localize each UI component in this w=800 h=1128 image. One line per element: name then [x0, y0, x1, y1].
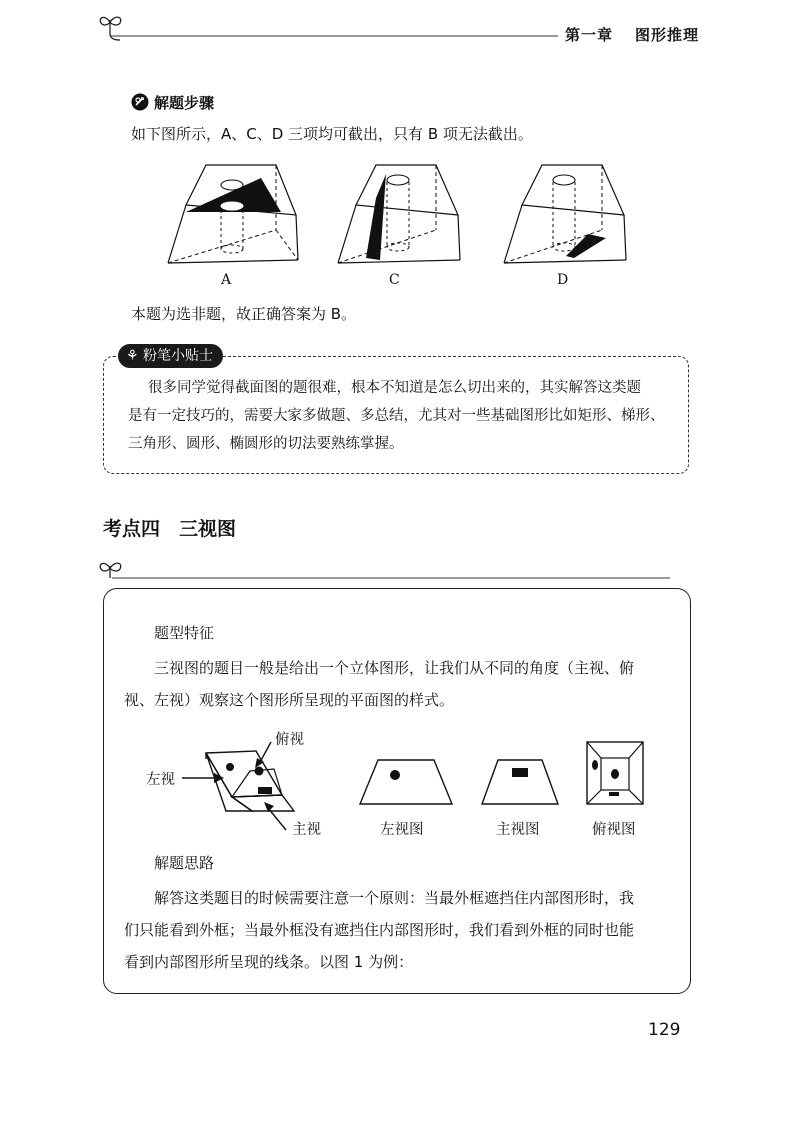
- header-rule: [110, 34, 560, 38]
- tip-badge: [118, 344, 223, 368]
- solution-conclusion: 本题为选非题，故正确答案为 B。: [131, 305, 357, 323]
- feature-heading: 题型特征: [154, 624, 215, 642]
- left-view-label: 左视: [146, 772, 175, 788]
- section-rule: [112, 576, 672, 580]
- front-view-arrow: [262, 800, 292, 832]
- top-view-caption: 俯视图: [592, 822, 636, 838]
- figure-c-label: C: [389, 272, 400, 288]
- tip-line-3: 三角形、圆形、椭圆形的切法要熟练掌握。: [128, 436, 404, 452]
- left-view-arrow: [180, 770, 225, 786]
- tip-line-2: 是有一定技巧的，需要大家多做题、多总结，尤其对一些基础图形比如矩形、梯形、: [128, 408, 665, 424]
- top-view-drawing: [585, 740, 645, 806]
- solution-intro: 如下图所示，A、C、D 三项均可截出，只有 B 项无法截出。: [131, 125, 533, 143]
- front-view-label: 主视: [292, 822, 321, 838]
- solution-heading: 解题步骤: [154, 94, 215, 112]
- left-view-drawing: [358, 758, 453, 808]
- figure-d-prism: [502, 160, 632, 270]
- top-view-label: 俯视: [275, 732, 304, 748]
- solution-icon: [131, 93, 149, 111]
- figure-c-prism: [336, 160, 466, 270]
- chapter-number: 第一章: [565, 26, 614, 44]
- page-number: 129: [648, 1020, 681, 1040]
- front-view-caption: 主视图: [496, 822, 540, 838]
- tip-line-1: 很多同学觉得截面图的题很难，根本不知道是怎么切出来的，其实解答这类题: [148, 380, 641, 396]
- figure-a-prism: [166, 160, 306, 270]
- chapter-title: 图形推理: [635, 26, 700, 44]
- feature-line-1: 三视图的题目一般是给出一个立体图形，让我们从不同的角度（主视、俯: [154, 659, 635, 677]
- tip-badge-label: 粉笔小贴士: [143, 348, 214, 364]
- approach-line-3: 看到内部图形所呈现的线条。以图 1 为例：: [124, 953, 414, 971]
- approach-line-1: 解答这类题目的时候需要注意一个原则：当最外框遮挡住内部图形时，我: [154, 889, 635, 907]
- chapter-header: [565, 24, 699, 45]
- figure-d-label: D: [557, 272, 569, 288]
- approach-line-2: 们只能看到外框；当最外框没有遮挡住内部图形时，我们看到外框的同时也能: [124, 921, 635, 939]
- front-view-drawing: [480, 758, 560, 808]
- left-view-caption: 左视图: [380, 822, 424, 838]
- top-view-arrow: [245, 740, 275, 770]
- section-title: 考点四 三视图: [103, 518, 237, 540]
- feature-line-2: 视、左视）观察这个图形所呈现的平面图的样式。: [124, 691, 455, 709]
- section-sprout-icon: [96, 558, 126, 584]
- figure-a-label: A: [221, 272, 232, 288]
- tip-sprout-icon: ⚘: [126, 348, 144, 364]
- approach-heading: 解题思路: [154, 854, 215, 872]
